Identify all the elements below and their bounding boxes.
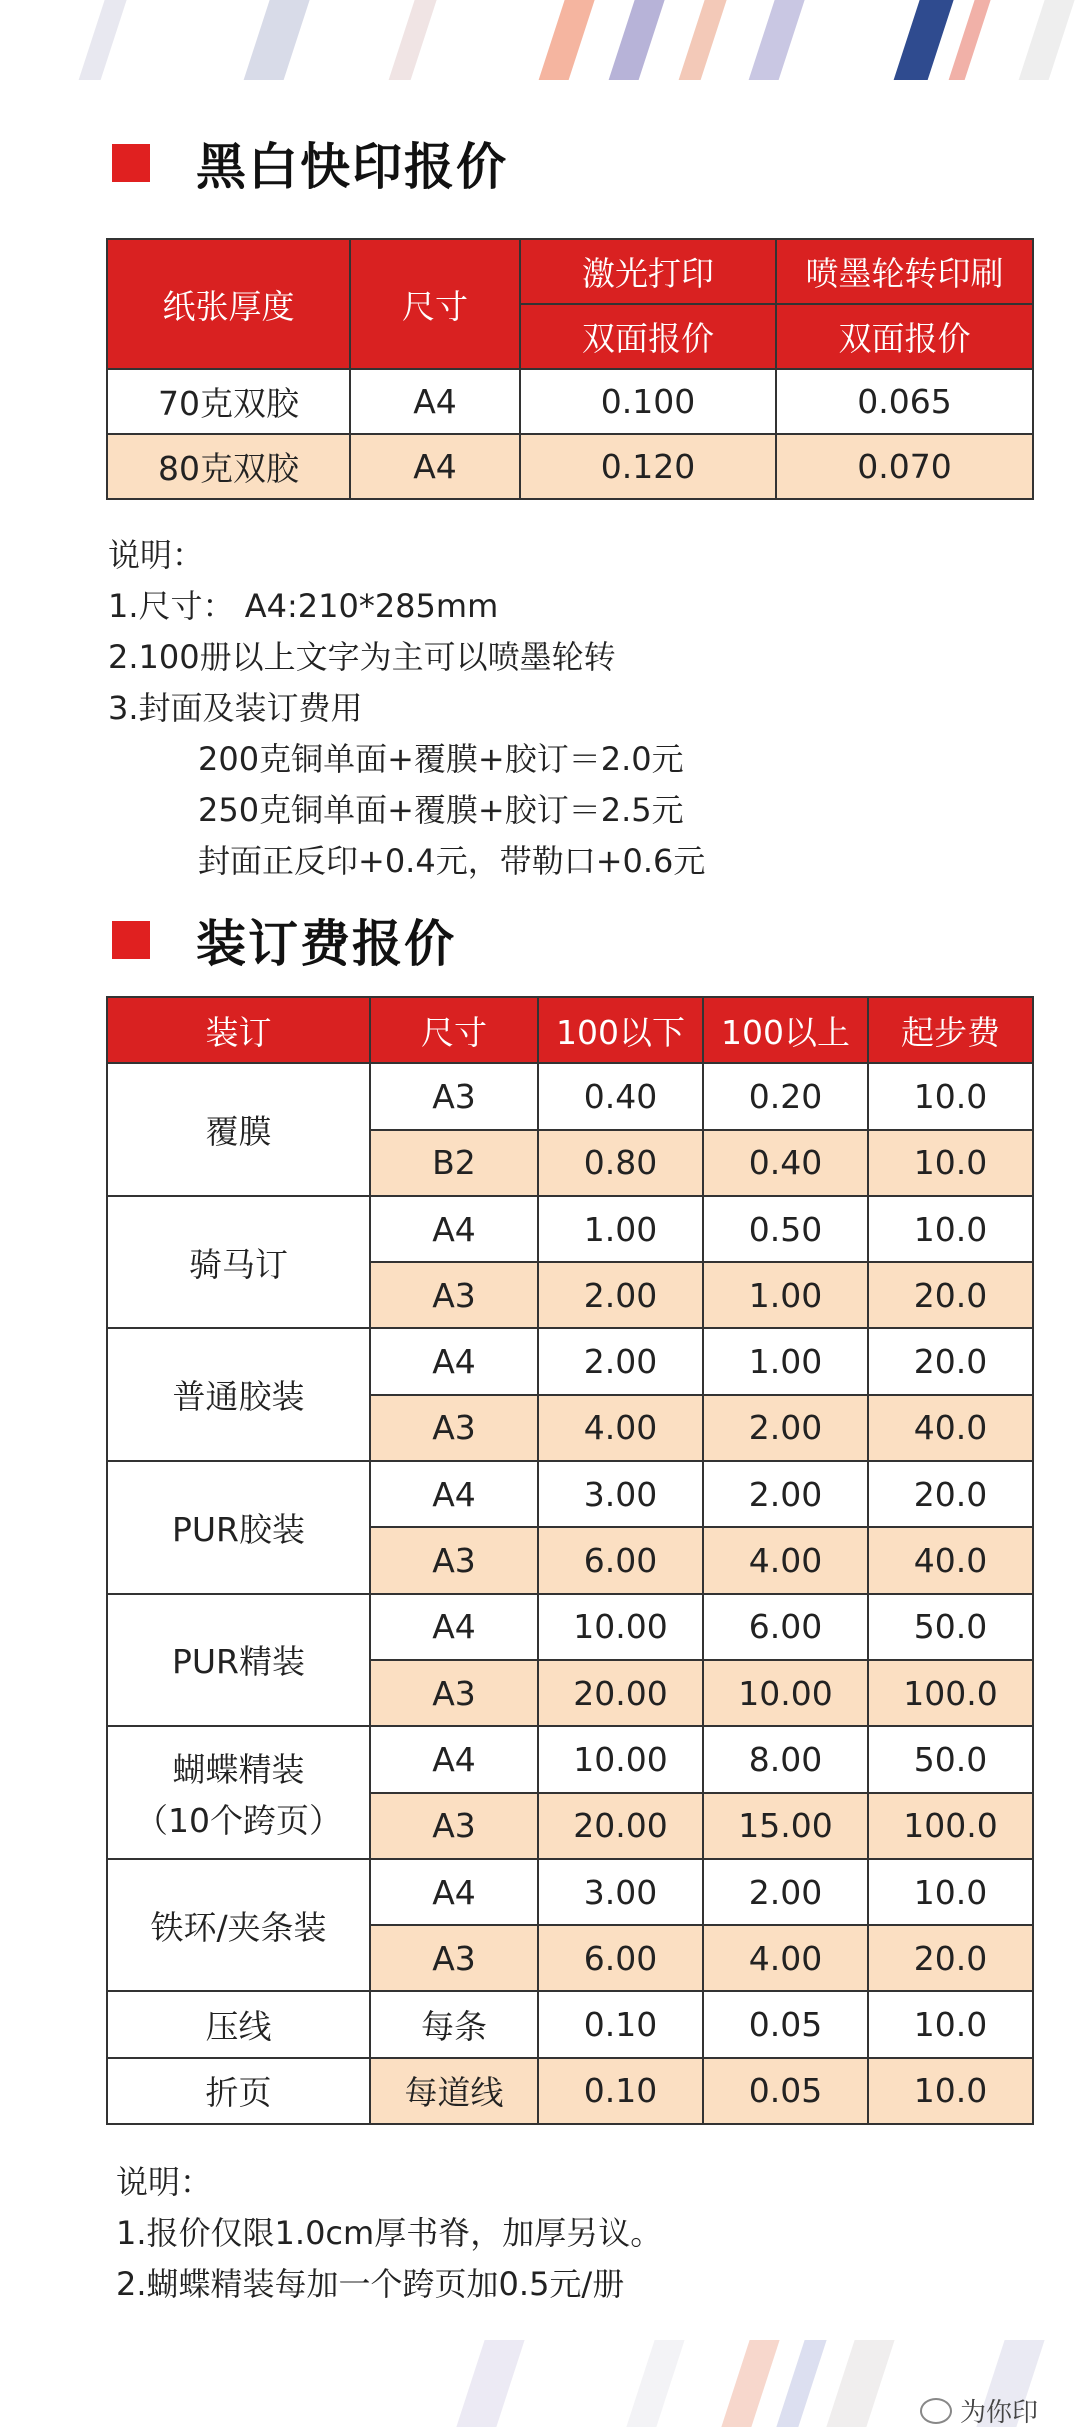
cell-under-100: 10.00 <box>538 1726 703 1792</box>
decorative-header-stripes <box>0 0 1080 80</box>
table-row <box>107 369 1033 434</box>
cell-paper: 80克双胶 <box>107 434 350 499</box>
cell-base-fee: 20.0 <box>868 1262 1033 1328</box>
note-line: 1.尺寸： A4:210*285mm <box>108 587 499 625</box>
cell-under-100: 6.00 <box>538 1925 703 1991</box>
note-line: 200克铜单面+覆膜+胶订＝2.0元 <box>198 740 684 778</box>
wechat-icon <box>920 2398 952 2424</box>
cell-size: A3 <box>370 1925 538 1991</box>
cell-binding-type <box>107 1594 370 1727</box>
cell-under-100: 2.00 <box>538 1328 703 1394</box>
cell-under-100: 20.00 <box>538 1793 703 1859</box>
cell-over-100: 0.05 <box>703 2058 868 2124</box>
cell-over-100: 15.00 <box>703 1793 868 1859</box>
note-line: 说明： <box>116 2163 213 2201</box>
section-title-text: 装订费报价 <box>196 915 456 973</box>
cell-size: A3 <box>370 1262 538 1328</box>
cell-size: A4 <box>370 1594 538 1660</box>
cell-over-100: 1.00 <box>703 1262 868 1328</box>
cell-binding-type: 折页 <box>107 2058 370 2124</box>
cell-size: B2 <box>370 1130 538 1196</box>
cell-under-100: 4.00 <box>538 1395 703 1461</box>
cell-under-100: 3.00 <box>538 1859 703 1925</box>
cell-under-100: 0.10 <box>538 1991 703 2057</box>
watermark <box>920 2392 1038 2429</box>
table-row <box>107 1063 1033 1129</box>
header-base-fee: 起步费 <box>868 997 1033 1063</box>
bw-printing-price-table <box>106 238 1034 500</box>
cell-base-fee: 100.0 <box>868 1793 1033 1859</box>
cell-over-100: 4.00 <box>703 1925 868 1991</box>
binding-type-name: 普通胶装 <box>172 1377 305 1417</box>
cell-under-100: 0.80 <box>538 1130 703 1196</box>
notes-section1 <box>108 530 705 887</box>
cell-size: A4 <box>370 1461 538 1527</box>
table-row <box>107 434 1033 499</box>
header-over-100: 100以上 <box>703 997 868 1063</box>
cell-base-fee: 50.0 <box>868 1726 1033 1792</box>
cell-under-100: 0.10 <box>538 2058 703 2124</box>
cell-over-100: 8.00 <box>703 1726 868 1792</box>
cell-size: A4 <box>370 1196 538 1262</box>
cell-base-fee: 40.0 <box>868 1527 1033 1593</box>
header-under-100: 100以下 <box>538 997 703 1063</box>
header-inkjet-sub: 双面报价 <box>776 304 1033 369</box>
table-row <box>107 2058 1033 2124</box>
note-line: 2.100册以上文字为主可以喷墨轮转 <box>108 638 616 676</box>
cell-over-100: 2.00 <box>703 1859 868 1925</box>
binding-type-name: PUR精装 <box>172 1642 305 1682</box>
cell-binding-type <box>107 1063 370 1196</box>
notes-section2 <box>116 2157 662 2310</box>
cell-under-100: 1.00 <box>538 1196 703 1262</box>
cell-binding-type <box>107 1328 370 1461</box>
cell-size: 每条 <box>370 1991 538 2057</box>
red-square-icon <box>112 921 150 959</box>
cell-over-100: 0.50 <box>703 1196 868 1262</box>
table-row <box>107 1328 1033 1394</box>
binding-type-name: PUR胶装 <box>172 1509 305 1549</box>
cell-size: A3 <box>370 1527 538 1593</box>
cell-base-fee: 20.0 <box>868 1925 1033 1991</box>
cell-over-100: 0.40 <box>703 1130 868 1196</box>
cell-size: A4 <box>370 1726 538 1792</box>
cell-under-100: 3.00 <box>538 1461 703 1527</box>
header-inkjet: 喷墨轮转印刷 <box>776 239 1033 304</box>
cell-size: A3 <box>370 1660 538 1726</box>
cell-under-100: 0.40 <box>538 1063 703 1129</box>
section-title-binding <box>112 905 456 975</box>
decorative-footer-stripes <box>0 2340 1080 2427</box>
cell-binding-type <box>107 1726 370 1859</box>
cell-over-100: 4.00 <box>703 1527 868 1593</box>
binding-type-name: 骑马订 <box>189 1244 288 1284</box>
binding-type-name: 蝴蝶精装 <box>172 1749 305 1789</box>
cell-base-fee: 20.0 <box>868 1461 1033 1527</box>
cell-size: A4 <box>350 434 520 499</box>
header-laser: 激光打印 <box>520 239 776 304</box>
binding-price-table <box>106 996 1034 2125</box>
table-row <box>107 1726 1033 1792</box>
binding-type-name: 铁环/夹条装 <box>150 1907 327 1947</box>
cell-laser: 0.120 <box>520 434 776 499</box>
cell-base-fee: 10.0 <box>868 1991 1033 2057</box>
cell-over-100: 0.05 <box>703 1991 868 2057</box>
note-line: 250克铜单面+覆膜+胶订＝2.5元 <box>198 791 684 829</box>
cell-over-100: 2.00 <box>703 1395 868 1461</box>
header-laser-sub: 双面报价 <box>520 304 776 369</box>
cell-base-fee: 10.0 <box>868 1859 1033 1925</box>
cell-base-fee: 40.0 <box>868 1395 1033 1461</box>
cell-base-fee: 100.0 <box>868 1660 1033 1726</box>
cell-inkjet: 0.065 <box>776 369 1033 434</box>
cell-base-fee: 10.0 <box>868 1130 1033 1196</box>
cell-under-100: 6.00 <box>538 1527 703 1593</box>
note-line: 2.蝴蝶精装每加一个跨页加0.5元/册 <box>116 2265 625 2303</box>
cell-size: A3 <box>370 1395 538 1461</box>
cell-under-100: 10.00 <box>538 1594 703 1660</box>
cell-binding-type <box>107 1461 370 1594</box>
cell-under-100: 2.00 <box>538 1262 703 1328</box>
cell-binding-type <box>107 1196 370 1329</box>
binding-type-note: （10个跨页） <box>135 1800 342 1840</box>
note-line: 说明： <box>108 536 205 574</box>
cell-base-fee: 10.0 <box>868 2058 1033 2124</box>
header-size: 尺寸 <box>370 997 538 1063</box>
cell-base-fee: 10.0 <box>868 1196 1033 1262</box>
header-binding: 装订 <box>107 997 370 1063</box>
table-row <box>107 1859 1033 1925</box>
note-line: 封面正反印+0.4元，带勒口+0.6元 <box>198 842 706 880</box>
watermark-text: 为你印 <box>960 2398 1039 2428</box>
section-title-text: 黑白快印报价 <box>196 138 508 196</box>
cell-over-100: 6.00 <box>703 1594 868 1660</box>
cell-size: A3 <box>370 1063 538 1129</box>
cell-over-100: 1.00 <box>703 1328 868 1394</box>
cell-over-100: 0.20 <box>703 1063 868 1129</box>
binding-type-name: 覆膜 <box>205 1112 272 1152</box>
cell-size: A4 <box>370 1859 538 1925</box>
cell-binding-type: 压线 <box>107 1991 370 2057</box>
note-line: 1.报价仅限1.0cm厚书脊，加厚另议。 <box>116 2214 663 2252</box>
cell-under-100: 20.00 <box>538 1660 703 1726</box>
cell-over-100: 2.00 <box>703 1461 868 1527</box>
cell-size: 每道线 <box>370 2058 538 2124</box>
cell-base-fee: 50.0 <box>868 1594 1033 1660</box>
cell-binding-type <box>107 1859 370 1992</box>
table-row <box>107 1594 1033 1660</box>
cell-base-fee: 20.0 <box>868 1328 1033 1394</box>
red-square-icon <box>112 144 150 182</box>
note-line: 3.封面及装订费用 <box>108 689 363 727</box>
cell-laser: 0.100 <box>520 369 776 434</box>
cell-size: A4 <box>350 369 520 434</box>
cell-paper: 70克双胶 <box>107 369 350 434</box>
table-row <box>107 1196 1033 1262</box>
header-size: 尺寸 <box>350 239 520 369</box>
table-row <box>107 1461 1033 1527</box>
cell-over-100: 10.00 <box>703 1660 868 1726</box>
section-title-bw-printing <box>112 128 508 198</box>
cell-inkjet: 0.070 <box>776 434 1033 499</box>
cell-base-fee: 10.0 <box>868 1063 1033 1129</box>
cell-size: A4 <box>370 1328 538 1394</box>
header-paper: 纸张厚度 <box>107 239 350 369</box>
cell-size: A3 <box>370 1793 538 1859</box>
table-row <box>107 1991 1033 2057</box>
